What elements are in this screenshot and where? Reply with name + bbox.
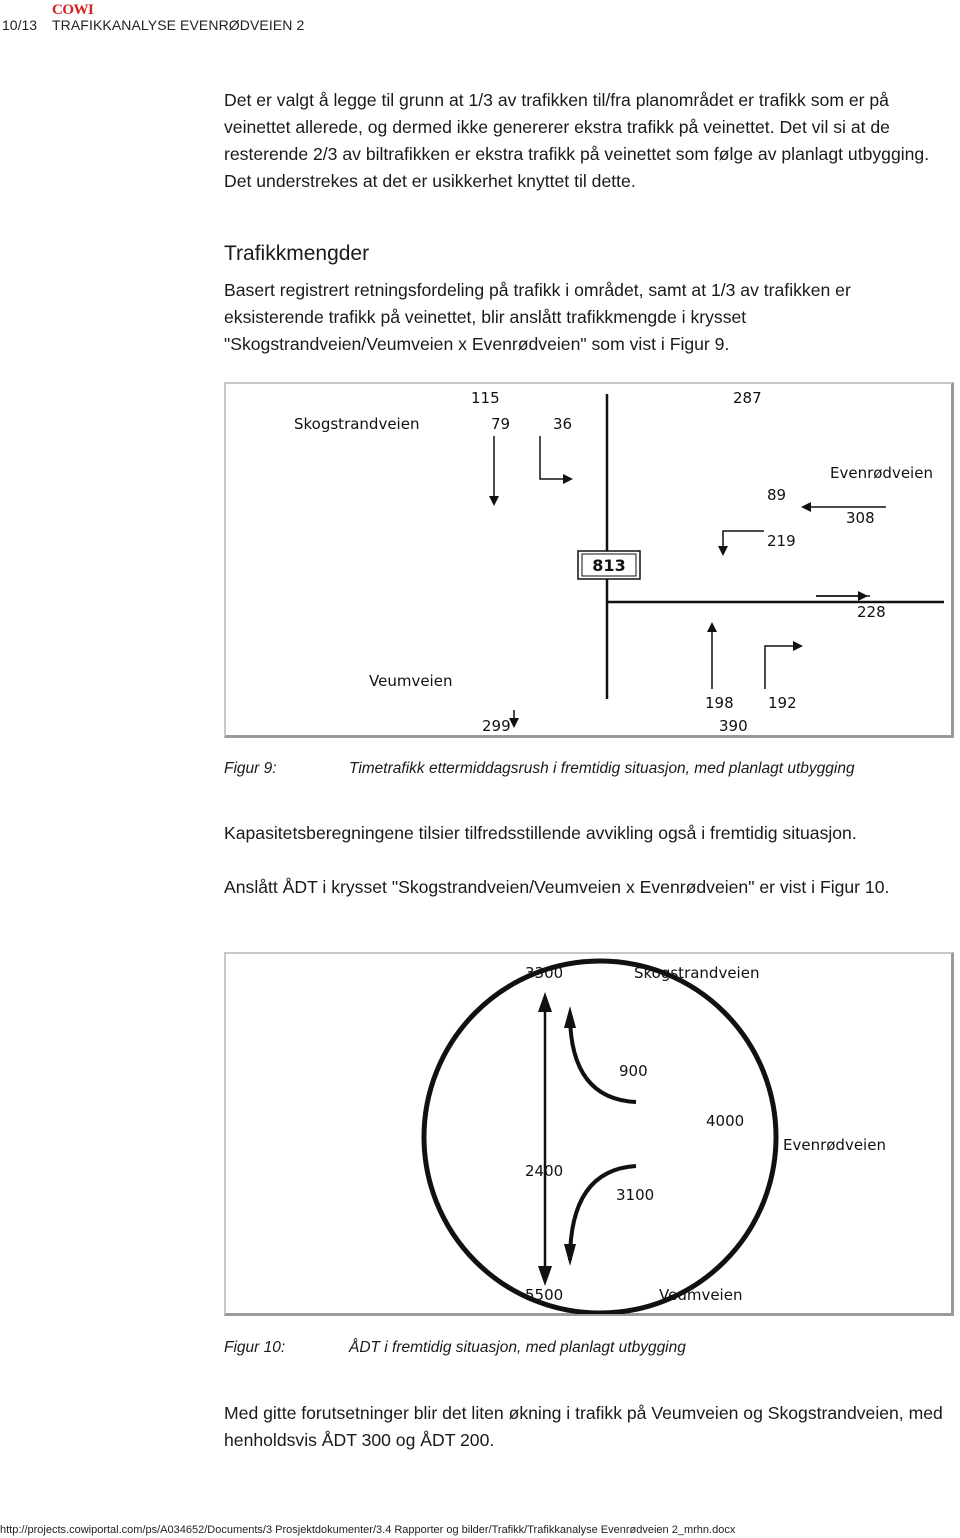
figure-10-svg bbox=[226, 954, 952, 1314]
roundabout-circle bbox=[424, 961, 776, 1313]
label-evenrodveien: Evenrødveien bbox=[830, 464, 933, 482]
curve-southeast bbox=[570, 1166, 636, 1260]
paragraph-assumption: Det er valgt å legge til grunn at 1/3 av trafikken til/fra planområdet er trafikk som er på veinettet allerede, og dermed ikke genererer ekstra trafikk på veinettet. Det vil si at de resterende 2/3 av biltrafikken er ekstra trafikk på veinettet som følge av planlagt utbygging. Det understrekes at det er usikkerhet knyttet til dette. bbox=[224, 90, 930, 191]
value-through: 2400 bbox=[525, 1162, 564, 1180]
value-east: 4000 bbox=[706, 1112, 745, 1130]
value-east-left: 89 bbox=[767, 486, 787, 504]
value-east-in: 228 bbox=[857, 603, 886, 621]
label-evenrodveien: Evenrødveien bbox=[783, 1136, 886, 1154]
document-title: TRAFIKKANALYSE EVENRØDVEIEN 2 bbox=[52, 17, 305, 33]
value-north: 3300 bbox=[525, 964, 564, 982]
arrow-down-head bbox=[538, 1266, 552, 1286]
curve-northeast-head bbox=[564, 1006, 576, 1028]
label-skogstrandveien: Skogstrandveien bbox=[634, 964, 760, 982]
value-south-out: 299 bbox=[482, 717, 511, 735]
footer-url: http://projects.cowiportal.com/ps/A034652/Documents/3 Prosjektdokumenter/3.4 Rapporter og bilder/Trafikk/Trafikkanalyse Evenrødveien 2_mrhn.docx bbox=[0, 1524, 736, 1536]
label-veumveien: Veumveien bbox=[659, 1286, 743, 1304]
paragraph-capacity: Kapasitetsberegningene tilsier tilfredsstillende avvikling også i fremtidig situasjon. bbox=[224, 823, 857, 843]
section-heading-trafikkmengder: Trafikkmengder bbox=[224, 242, 370, 265]
value-north-total: 115 bbox=[471, 389, 500, 407]
figure-10-diagram bbox=[224, 952, 954, 1316]
paragraph-conclusion: Med gitte forutsetninger blir det liten økning i trafikk på Veumveien og Skogstrandveien, med henholdsvis ÅDT 300 og ÅDT 200. bbox=[224, 1403, 943, 1450]
value-south: 5500 bbox=[525, 1286, 564, 1304]
value-south-right: 192 bbox=[768, 694, 797, 712]
value-east-right: 219 bbox=[767, 532, 796, 550]
value-east-total: 308 bbox=[846, 509, 875, 527]
value-north-through: 79 bbox=[491, 415, 511, 433]
figure-9-caption: Timetrafikk ettermiddagsrush i fremtidig situasjon, med planlagt utbygging bbox=[349, 760, 855, 777]
label-skogstrandveien: Skogstrandveien bbox=[294, 415, 420, 433]
arrow-up-head bbox=[538, 992, 552, 1012]
arrow-north-left bbox=[540, 436, 571, 479]
page-header bbox=[0, 0, 960, 40]
paragraph-adt: Anslått ÅDT i krysset "Skogstrandveien/Veumveien x Evenrødveien" er vist i Figur 10. bbox=[224, 877, 890, 897]
value-south-left: 198 bbox=[705, 694, 734, 712]
figure-10-caption: ÅDT i fremtidig situasjon, med planlagt utbygging bbox=[349, 1339, 686, 1356]
curve-northeast bbox=[570, 1014, 636, 1102]
figure-10-label: Figur 10: bbox=[224, 1339, 286, 1356]
label-veumveien: Veumveien bbox=[369, 672, 453, 690]
value-south-total: 390 bbox=[719, 717, 748, 735]
value-north-left: 36 bbox=[553, 415, 573, 433]
figure-9-label: Figur 9: bbox=[224, 760, 277, 777]
paragraph-traffic-volumes: Basert registrert retningsfordeling på trafikk i området, samt at 1/3 av trafikken er eksisterende trafikk på veinettet, blir anslått trafikkmengde i krysset "Skogstrandveien/Veumveien x Evenrødveien" som vist i Figur 9. bbox=[224, 280, 851, 354]
figure-9-diagram bbox=[224, 382, 954, 738]
value-northeast-turn: 900 bbox=[619, 1062, 648, 1080]
value-southeast-turn: 3100 bbox=[616, 1186, 655, 1204]
value-center: 813 bbox=[592, 556, 626, 575]
figure-9-svg bbox=[226, 384, 952, 736]
arrow-east-right bbox=[723, 531, 764, 554]
value-northeast-total: 287 bbox=[733, 389, 762, 407]
cowi-logo: COWI bbox=[52, 2, 94, 18]
curve-southeast-head bbox=[564, 1244, 576, 1266]
arrow-south-right bbox=[765, 646, 801, 689]
page-number: 10/13 bbox=[2, 17, 38, 33]
